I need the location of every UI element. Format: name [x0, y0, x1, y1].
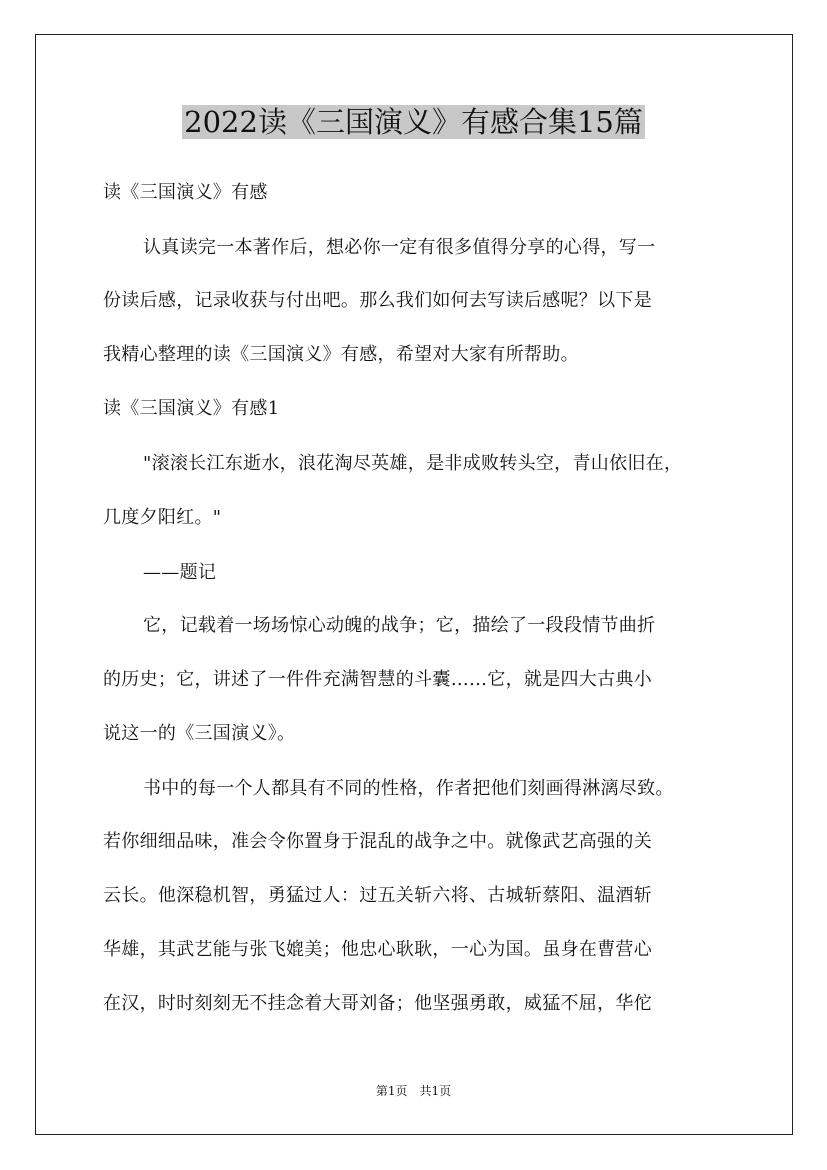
- body-line: 认真读完一本著作后，想必你一定有很多值得分享的心得，写一: [143, 237, 656, 258]
- section-heading: 读《三国演义》有感: [103, 182, 268, 203]
- body-line: 我精心整理的读《三国演义》有感，希望对大家有所帮助。: [103, 344, 579, 365]
- body-line: 若你细细品味，准会令你置身于混乱的战争之中。就像武艺高强的关: [103, 831, 652, 852]
- document-title: [0, 101, 827, 143]
- body-line: 书中的每一个人都具有不同的性格，作者把他们刻画得淋漓尽致。: [143, 778, 674, 799]
- body-line: 的历史；它，讲述了一件件充满智慧的斗囊……它，就是四大古典小: [103, 669, 652, 690]
- body-line: 说这一的《三国演义》。: [103, 723, 296, 744]
- body-line: 云长。他深稳机智，勇猛过人：过五关斩六将、古城斩蔡阳、温酒斩: [103, 885, 652, 906]
- epigraph-attribution: ——题记: [143, 562, 217, 583]
- body-line: 华雄，其武艺能与张飞媲美；他忠心耿耿，一心为国。虽身在曹营心: [103, 939, 652, 960]
- body-line: 份读后感，记录收获与付出吧。那么我们如何去写读后感呢？以下是: [103, 290, 652, 311]
- body-line: 它，记载着一场场惊心动魄的战争；它，描绘了一段段情节曲折: [143, 615, 656, 636]
- section-heading: 读《三国演义》有感1: [103, 398, 280, 419]
- page-footer: 第1页 共1页: [375, 1084, 452, 1098]
- body-line: "滚滚长江东逝水，浪花淘尽英雄，是非成败转头空，青山依旧在，: [143, 453, 683, 474]
- document-title-text: 2022读《三国演义》有感合集15篇: [184, 105, 643, 139]
- body-line: 在汉，时时刻刻无不挂念着大哥刘备；他坚强勇敢，威猛不屈，华佗: [103, 993, 652, 1014]
- body-line: 几度夕阳红。": [103, 507, 222, 528]
